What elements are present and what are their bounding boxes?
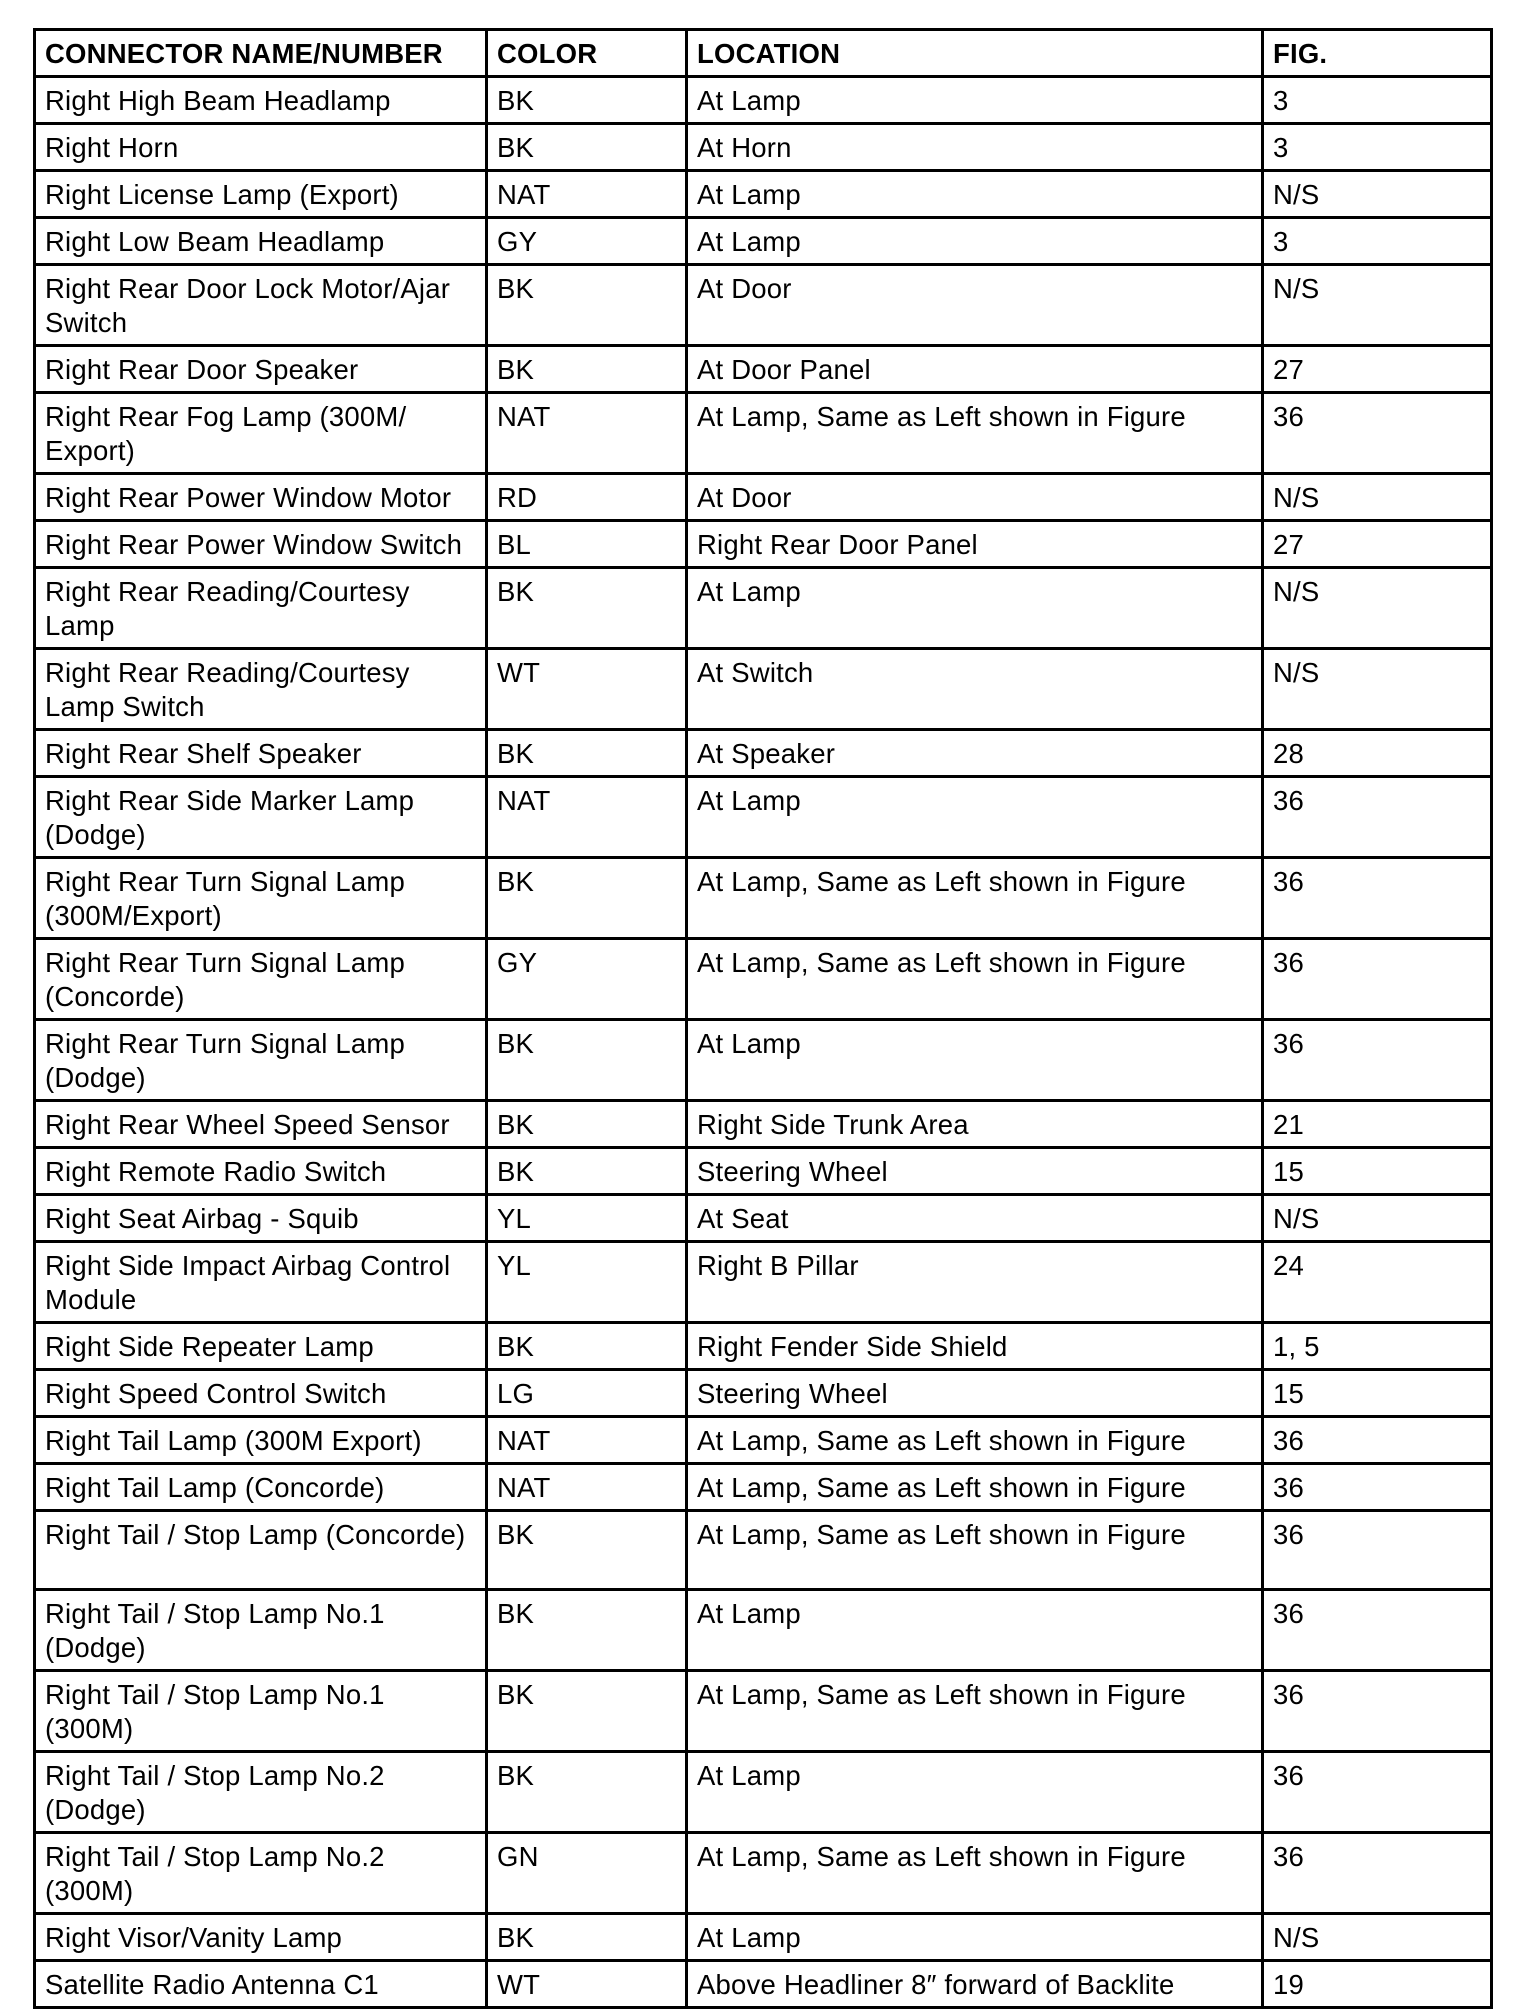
location-cell: At Lamp (687, 218, 1263, 265)
connector-name-cell: Right Rear Power Window Switch (35, 521, 487, 568)
color-cell: NAT (487, 1464, 687, 1511)
location-cell: At Lamp, Same as Left shown in Figure (687, 939, 1263, 1020)
location-cell: Steering Wheel (687, 1148, 1263, 1195)
location-cell: At Lamp, Same as Left shown in Figure (687, 1417, 1263, 1464)
location-cell: At Lamp (687, 171, 1263, 218)
connector-name-cell: Right Remote Radio Switch (35, 1148, 487, 1195)
header-color: COLOR (487, 30, 687, 77)
color-cell: YL (487, 1242, 687, 1323)
fig-cell: 36 (1263, 1417, 1492, 1464)
color-cell: BK (487, 1752, 687, 1833)
fig-cell: 19 (1263, 1961, 1492, 2008)
fig-cell: 27 (1263, 521, 1492, 568)
location-cell: At Lamp (687, 568, 1263, 649)
table-row (35, 393, 1492, 474)
connector-table (33, 28, 1493, 2009)
header-fig: FIG. (1263, 30, 1492, 77)
location-cell: At Lamp, Same as Left shown in Figure (687, 1511, 1263, 1590)
connector-name-cell: Right Tail / Stop Lamp No.2 (Dodge) (35, 1752, 487, 1833)
location-cell: At Lamp (687, 1752, 1263, 1833)
table-row (35, 77, 1492, 124)
table-row (35, 1323, 1492, 1370)
connector-name-cell: Right Tail Lamp (300M Export) (35, 1417, 487, 1464)
table-row (35, 124, 1492, 171)
location-cell: Right Side Trunk Area (687, 1101, 1263, 1148)
color-cell: WT (487, 649, 687, 730)
location-cell: At Lamp (687, 1914, 1263, 1961)
color-cell: BK (487, 568, 687, 649)
header-connector-name: CONNECTOR NAME/NUMBER (35, 30, 487, 77)
fig-cell: 36 (1263, 393, 1492, 474)
color-cell: NAT (487, 777, 687, 858)
fig-cell: 3 (1263, 77, 1492, 124)
connector-name-cell: Right Rear Reading/Courtesy Lamp Switch (35, 649, 487, 730)
connector-name-cell: Right Rear Door Lock Motor/Ajar Switch (35, 265, 487, 346)
connector-name-cell: Right Side Repeater Lamp (35, 1323, 487, 1370)
color-cell: YL (487, 1195, 687, 1242)
fig-cell: 36 (1263, 939, 1492, 1020)
location-cell: At Lamp, Same as Left shown in Figure (687, 1671, 1263, 1752)
connector-name-cell: Right Rear Turn Signal Lamp (Dodge) (35, 1020, 487, 1101)
color-cell: BK (487, 730, 687, 777)
table-row (35, 1961, 1492, 2008)
location-cell: At Door (687, 474, 1263, 521)
color-cell: BK (487, 346, 687, 393)
fig-cell: 36 (1263, 1020, 1492, 1101)
fig-cell: 36 (1263, 1590, 1492, 1671)
connector-name-cell: Right Low Beam Headlamp (35, 218, 487, 265)
connector-name-cell: Right Rear Fog Lamp (300M/ Export) (35, 393, 487, 474)
color-cell: BK (487, 1101, 687, 1148)
location-cell: At Lamp (687, 77, 1263, 124)
connector-name-cell: Right Rear Power Window Motor (35, 474, 487, 521)
fig-cell: 28 (1263, 730, 1492, 777)
fig-cell: N/S (1263, 265, 1492, 346)
table-row (35, 730, 1492, 777)
location-cell: At Lamp (687, 1590, 1263, 1671)
connector-name-cell: Right Rear Reading/Courtesy Lamp (35, 568, 487, 649)
table-row (35, 1511, 1492, 1590)
color-cell: BK (487, 1148, 687, 1195)
table-row (35, 265, 1492, 346)
connector-name-cell: Right Tail / Stop Lamp (Concorde) (35, 1511, 487, 1590)
connector-name-cell: Right License Lamp (Export) (35, 171, 487, 218)
table-row (35, 1833, 1492, 1914)
color-cell: BK (487, 858, 687, 939)
color-cell: BK (487, 124, 687, 171)
location-cell: At Lamp, Same as Left shown in Figure (687, 1464, 1263, 1511)
table-row (35, 939, 1492, 1020)
color-cell: NAT (487, 171, 687, 218)
location-cell: At Lamp, Same as Left shown in Figure (687, 393, 1263, 474)
table-row (35, 1914, 1492, 1961)
color-cell: BK (487, 1511, 687, 1590)
fig-cell: 36 (1263, 1511, 1492, 1590)
color-cell: WT (487, 1961, 687, 2008)
fig-cell: 3 (1263, 124, 1492, 171)
fig-cell: N/S (1263, 568, 1492, 649)
color-cell: NAT (487, 393, 687, 474)
connector-name-cell: Right Tail / Stop Lamp No.2 (300M) (35, 1833, 487, 1914)
connector-name-cell: Right Seat Airbag - Squib (35, 1195, 487, 1242)
location-cell: At Horn (687, 124, 1263, 171)
table-row (35, 1148, 1492, 1195)
table-row (35, 1671, 1492, 1752)
connector-name-cell: Right Tail Lamp (Concorde) (35, 1464, 487, 1511)
color-cell: BK (487, 1590, 687, 1671)
fig-cell: 36 (1263, 1752, 1492, 1833)
color-cell: GY (487, 218, 687, 265)
table-row (35, 1417, 1492, 1464)
fig-cell: N/S (1263, 1914, 1492, 1961)
fig-cell: N/S (1263, 649, 1492, 730)
fig-cell: 15 (1263, 1148, 1492, 1195)
fig-cell: 21 (1263, 1101, 1492, 1148)
table-row (35, 858, 1492, 939)
table-row (35, 1101, 1492, 1148)
color-cell: BK (487, 1914, 687, 1961)
location-cell: Right Rear Door Panel (687, 521, 1263, 568)
table-row (35, 1464, 1492, 1511)
color-cell: BK (487, 1020, 687, 1101)
connector-name-cell: Right Horn (35, 124, 487, 171)
table-row (35, 777, 1492, 858)
location-cell: At Seat (687, 1195, 1263, 1242)
connector-name-cell: Right Rear Wheel Speed Sensor (35, 1101, 487, 1148)
location-cell: At Lamp (687, 1020, 1263, 1101)
location-cell: Right B Pillar (687, 1242, 1263, 1323)
table-row (35, 1370, 1492, 1417)
location-cell: Steering Wheel (687, 1370, 1263, 1417)
location-cell: Above Headliner 8″ forward of Backlite (687, 1961, 1263, 2008)
connector-name-cell: Right Tail / Stop Lamp No.1 (300M) (35, 1671, 487, 1752)
fig-cell: 36 (1263, 1464, 1492, 1511)
table-row (35, 1020, 1492, 1101)
connector-name-cell: Right Rear Door Speaker (35, 346, 487, 393)
location-cell: At Lamp, Same as Left shown in Figure (687, 858, 1263, 939)
table-row (35, 521, 1492, 568)
connector-name-cell: Right Tail / Stop Lamp No.1 (Dodge) (35, 1590, 487, 1671)
table-row (35, 1590, 1492, 1671)
color-cell: RD (487, 474, 687, 521)
color-cell: BL (487, 521, 687, 568)
connector-name-cell: Right Rear Side Marker Lamp (Dodge) (35, 777, 487, 858)
table-row (35, 1195, 1492, 1242)
color-cell: BK (487, 77, 687, 124)
connector-name-cell: Right Visor/Vanity Lamp (35, 1914, 487, 1961)
fig-cell: 24 (1263, 1242, 1492, 1323)
fig-cell: N/S (1263, 171, 1492, 218)
fig-cell: 36 (1263, 858, 1492, 939)
table-row (35, 346, 1492, 393)
connector-name-cell: Satellite Radio Antenna C1 (35, 1961, 487, 2008)
location-cell: At Lamp (687, 777, 1263, 858)
fig-cell: 36 (1263, 1833, 1492, 1914)
header-location: LOCATION (687, 30, 1263, 77)
connector-name-cell: Right Rear Turn Signal Lamp (Concorde) (35, 939, 487, 1020)
connector-name-cell: Right Side Impact Airbag Control Module (35, 1242, 487, 1323)
table-row (35, 218, 1492, 265)
fig-cell: 36 (1263, 1671, 1492, 1752)
fig-cell: 15 (1263, 1370, 1492, 1417)
connector-name-cell: Right Speed Control Switch (35, 1370, 487, 1417)
fig-cell: 3 (1263, 218, 1492, 265)
table-row (35, 171, 1492, 218)
color-cell: LG (487, 1370, 687, 1417)
header-row (35, 30, 1492, 77)
color-cell: GY (487, 939, 687, 1020)
connector-name-cell: Right High Beam Headlamp (35, 77, 487, 124)
table-row (35, 568, 1492, 649)
fig-cell: N/S (1263, 474, 1492, 521)
table-row (35, 649, 1492, 730)
location-cell: At Switch (687, 649, 1263, 730)
color-cell: BK (487, 1323, 687, 1370)
fig-cell: 27 (1263, 346, 1492, 393)
table-row (35, 1242, 1492, 1323)
connector-name-cell: Right Rear Shelf Speaker (35, 730, 487, 777)
fig-cell: N/S (1263, 1195, 1492, 1242)
location-cell: At Door Panel (687, 346, 1263, 393)
location-cell: At Door (687, 265, 1263, 346)
table-row (35, 1752, 1492, 1833)
color-cell: BK (487, 265, 687, 346)
location-cell: Right Fender Side Shield (687, 1323, 1263, 1370)
fig-cell: 36 (1263, 777, 1492, 858)
table-row (35, 474, 1492, 521)
color-cell: BK (487, 1671, 687, 1752)
location-cell: At Lamp, Same as Left shown in Figure (687, 1833, 1263, 1914)
color-cell: NAT (487, 1417, 687, 1464)
color-cell: GN (487, 1833, 687, 1914)
connector-name-cell: Right Rear Turn Signal Lamp (300M/Export) (35, 858, 487, 939)
fig-cell: 1, 5 (1263, 1323, 1492, 1370)
location-cell: At Speaker (687, 730, 1263, 777)
